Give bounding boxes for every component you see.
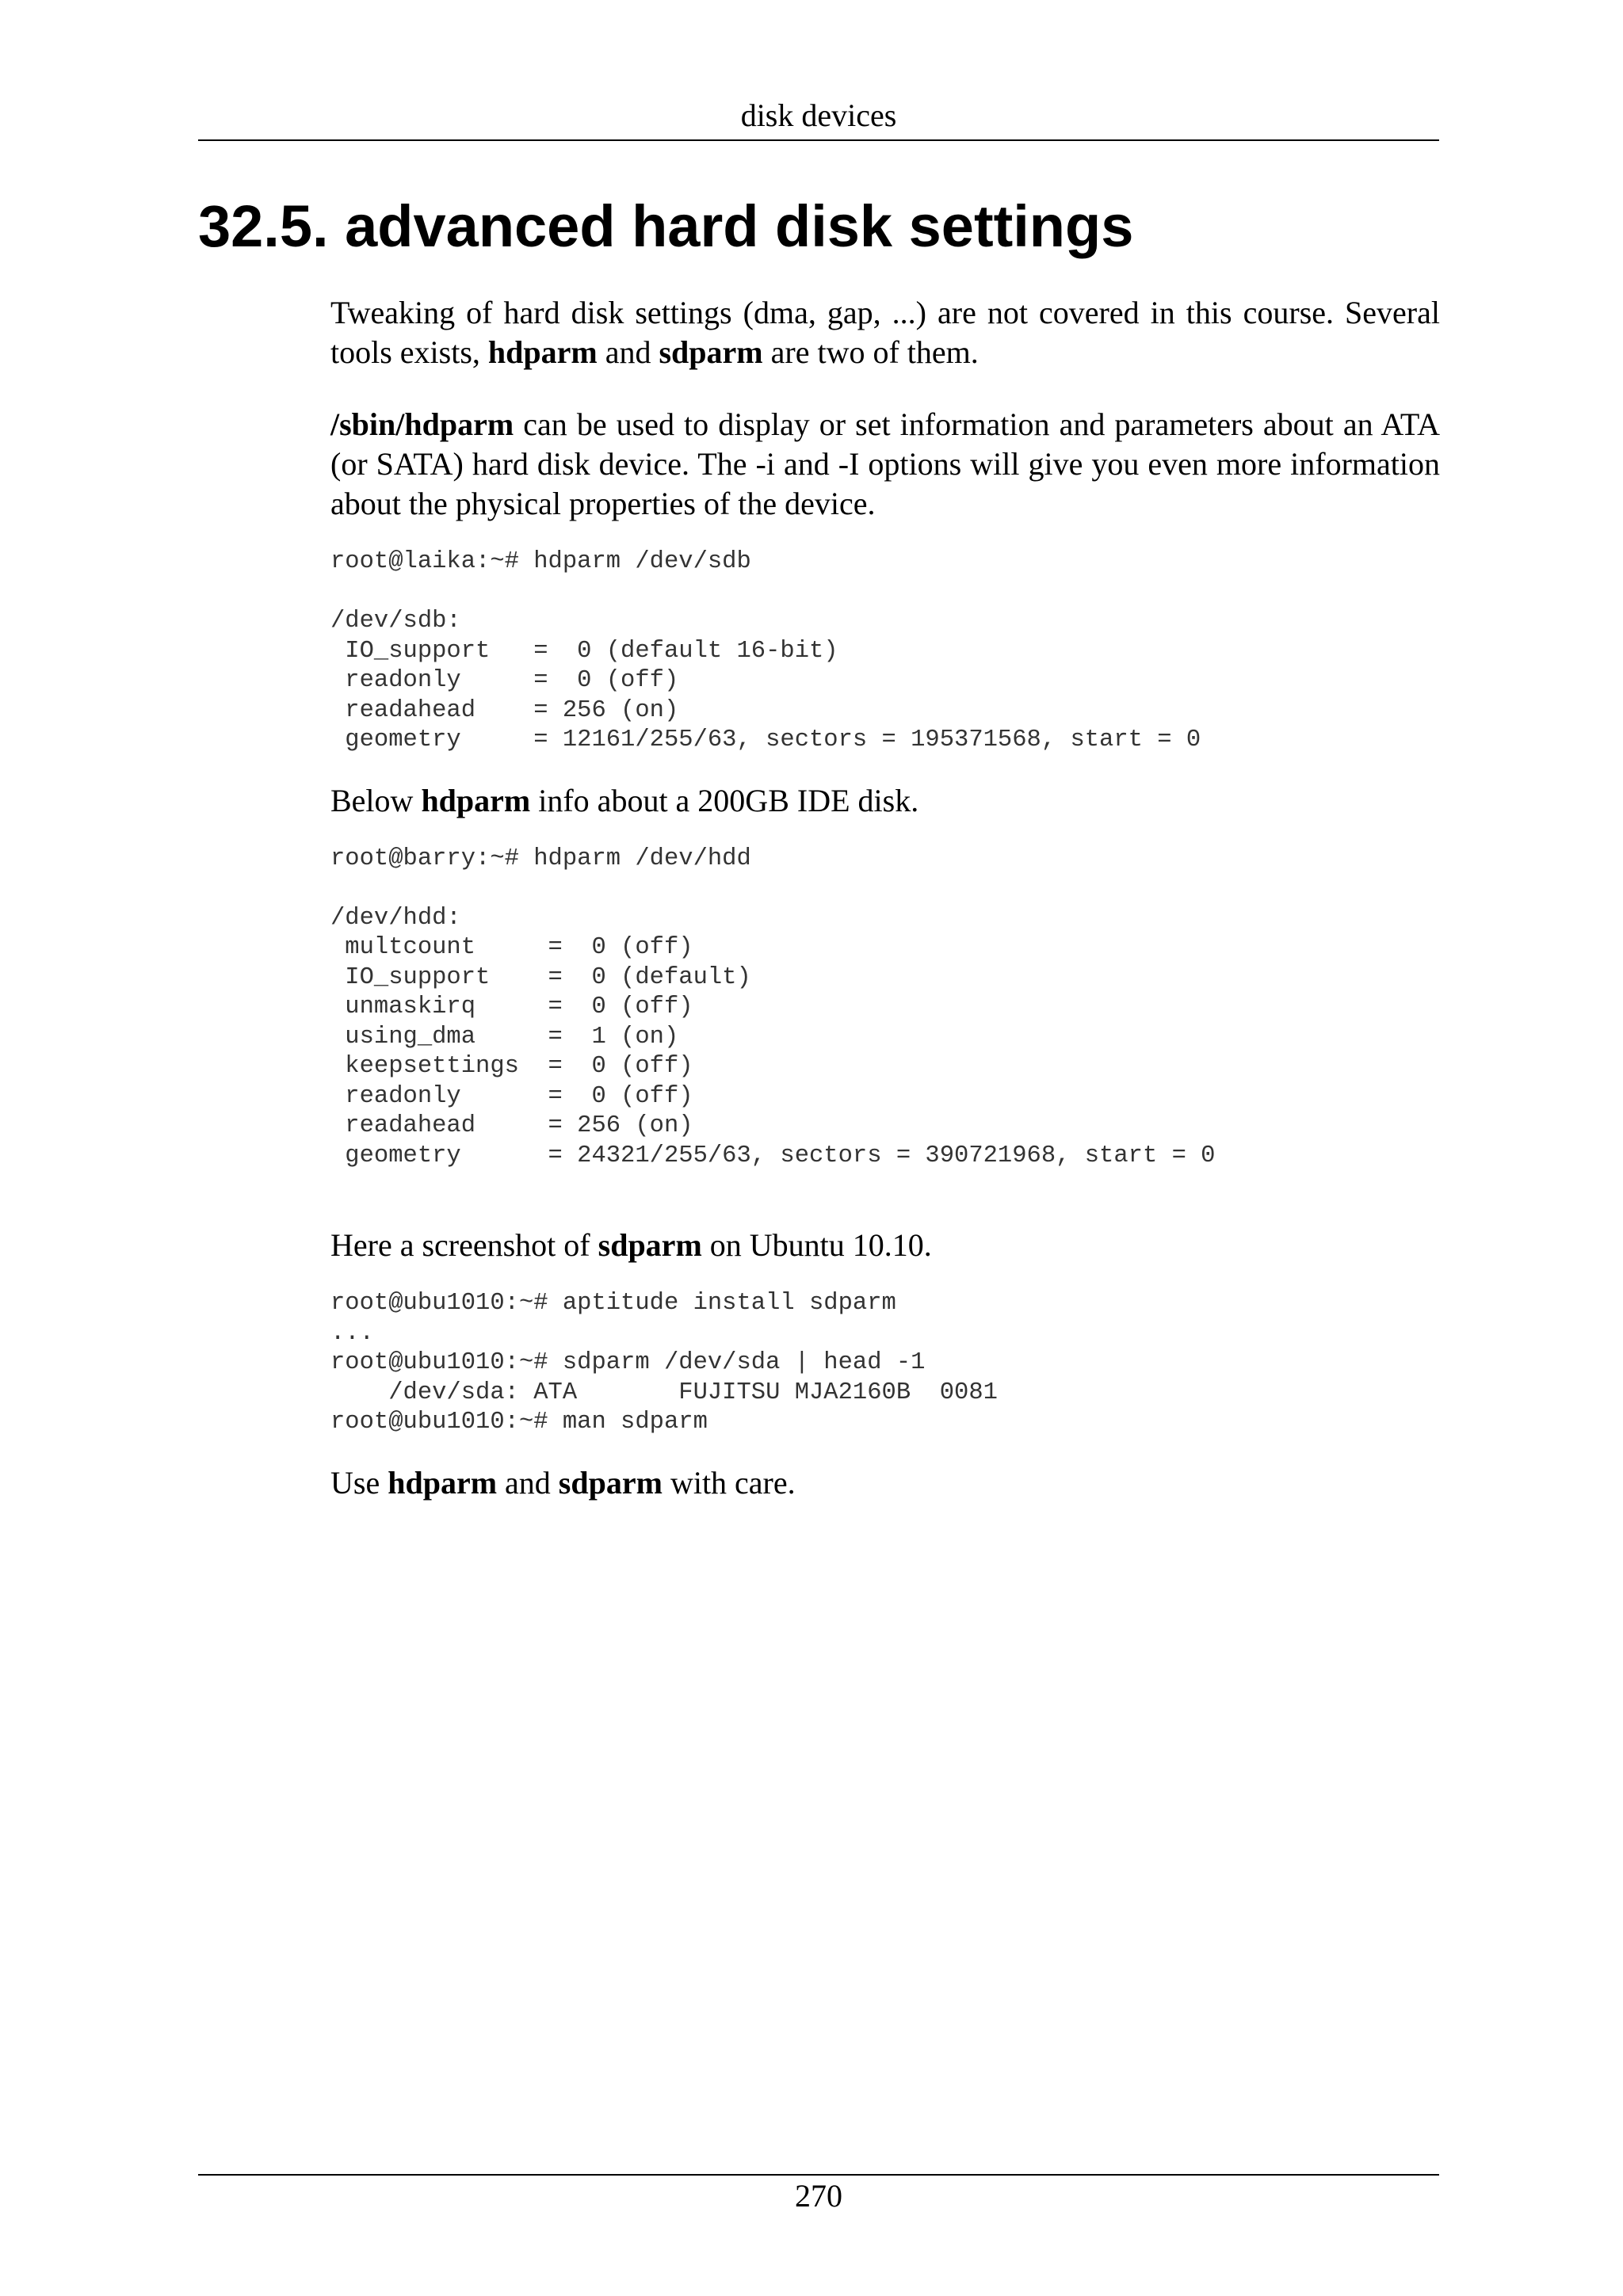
intro-hdparm-term: hdparm	[487, 334, 598, 370]
section-title: 32.5. advanced hard disk settings	[198, 193, 1134, 259]
hdparm-description-paragraph	[330, 405, 1440, 524]
header-rule	[198, 139, 1439, 141]
running-header: disk devices	[740, 97, 897, 133]
terminal-sdparm: root@ubu1010:~# aptitude install sdparm ... root@ubu1010:~# sdparm /dev/sda | head -1 /dev/sda: ATA FUJITSU MJA2160B 0081 root@ubu1010:~# man sdparm	[330, 1290, 998, 1436]
intro-sdparm-term: sdparm	[659, 334, 763, 370]
care-hdparm-term: hdparm	[388, 1464, 498, 1501]
below-hdparm-paragraph	[330, 781, 1440, 821]
intro-text-2: and	[597, 334, 659, 370]
sbin-hdparm-term: /sbin/hdparm	[330, 406, 514, 442]
terminal-hdparm-sdb: root@laika:~# hdparm /dev/sdb /dev/sdb: IO_support = 0 (default 16-bit) readonly = 0 (off) readahead = 256 (on) geometry = 12161/255/63, sectors = 195371568, start = 0	[330, 548, 1201, 753]
hdparm-description-text: can be used to display or set information and parameters about an ATA (or SATA) hard disk device. The -i and -I options will give you even more information about the physical properties of the device.	[330, 406, 1440, 521]
below-text-1: Below	[330, 782, 422, 818]
sdparm-screenshot-paragraph	[330, 1226, 1440, 1265]
screenshot-sdparm-term: sdparm	[598, 1227, 702, 1263]
section-body	[330, 293, 1440, 1503]
terminal-hdparm-hdd: root@barry:~# hdparm /dev/hdd /dev/hdd: multcount = 0 (off) IO_support = 0 (default) unmaskirq = 0 (off) using_dma = 1 (on) keepsettings = 0 (off) readonly = 0 (off) readahead = 256 (on) geometry = 24321/255/63, sectors = 390721968, start = 0	[330, 845, 1216, 1169]
care-text-3: with care.	[662, 1464, 796, 1501]
care-text-1: Use	[330, 1464, 388, 1501]
below-text-2: info about a 200GB IDE disk.	[530, 782, 919, 818]
use-with-care-paragraph	[330, 1463, 1440, 1503]
intro-text-3: are two of them.	[762, 334, 979, 370]
intro-text-1: Tweaking of hard disk settings (dma, gap, ...) are not covered in this course. Several tools exists,	[330, 295, 1440, 370]
care-text-2: and	[497, 1464, 559, 1501]
care-sdparm-term: sdparm	[558, 1464, 663, 1501]
page-number: 270	[795, 2178, 842, 2214]
screenshot-text-2: on Ubuntu 10.10.	[701, 1227, 932, 1263]
screenshot-text-1: Here a screenshot of	[330, 1227, 598, 1263]
intro-paragraph	[330, 293, 1440, 372]
below-hdparm-term: hdparm	[421, 782, 531, 818]
